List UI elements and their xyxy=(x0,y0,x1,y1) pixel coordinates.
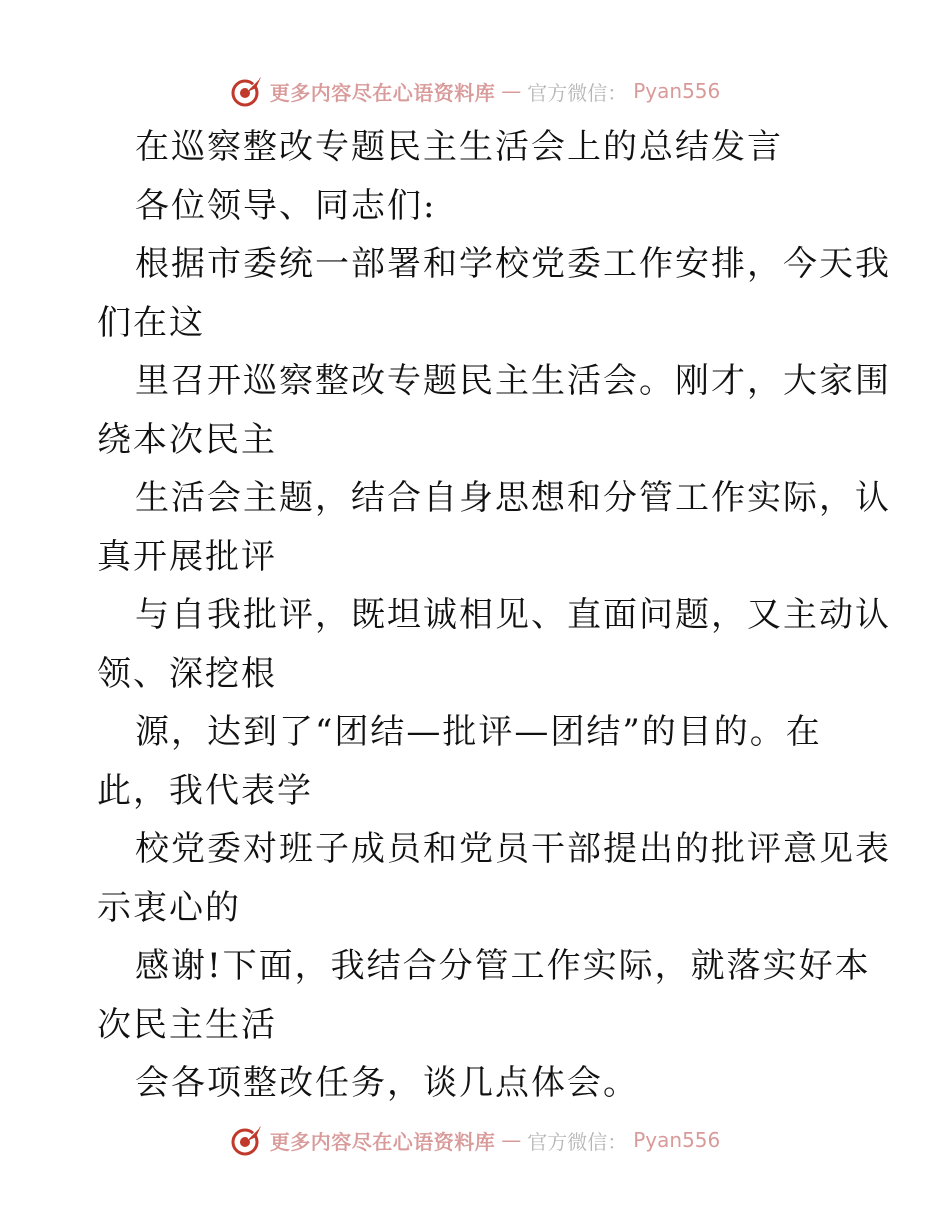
footer-banner xyxy=(0,1120,950,1160)
text-line: 源，达到了“团结—批评—团结”的目的。在 xyxy=(135,712,822,752)
banner-official-label: 官方微信： xyxy=(527,1129,628,1154)
text-line: 次民主生活 xyxy=(97,1004,277,1045)
text-line: 绕本次民主 xyxy=(97,419,277,460)
text-line: 校党委对班子成员和党员干部提出的批评意见表 xyxy=(135,829,891,869)
banner-brand-text: 更多内容尽在心语资料库 xyxy=(269,1129,496,1154)
text-line: 感谢!下面，我结合分管工作实际，就落实好本 xyxy=(135,946,871,986)
banner-wechat-id: Pyan556 xyxy=(633,79,721,103)
banner-brand-text: 更多内容尽在心语资料库 xyxy=(269,80,496,105)
banner-dash: — xyxy=(501,1128,522,1152)
banner-dash: — xyxy=(501,79,522,103)
quill-logo-icon xyxy=(230,1123,264,1157)
text-line: 们在这 xyxy=(97,302,205,343)
text-line: 在巡察整改专题民主生活会上的总结发言 xyxy=(135,127,783,167)
text-line: 各位领导、同志们: xyxy=(135,185,437,226)
text-line: 会各项整改任务，谈几点体会。 xyxy=(135,1063,639,1103)
text-line: 里召开巡察整改专题民主生活会。刚才，大家围 xyxy=(135,361,891,401)
text-line: 真开展批评 xyxy=(97,536,277,577)
quill-logo-icon xyxy=(230,74,264,108)
text-line: 根据市委统一部署和学校党委工作安排，今天我 xyxy=(135,244,891,284)
banner-wechat-id: Pyan556 xyxy=(633,1128,721,1152)
banner-official-label: 官方微信： xyxy=(527,80,628,105)
text-line: 领、深挖根 xyxy=(97,653,277,694)
document-body xyxy=(97,118,891,1113)
text-line: 生活会主题，结合自身思想和分管工作实际，认 xyxy=(135,478,891,518)
text-line: 此，我代表学 xyxy=(97,770,313,811)
header-banner xyxy=(0,71,950,111)
text-line: 示衷心的 xyxy=(97,887,241,928)
text-line: 与自我批评，既坦诚相见、直面问题，又主动认 xyxy=(135,595,891,635)
